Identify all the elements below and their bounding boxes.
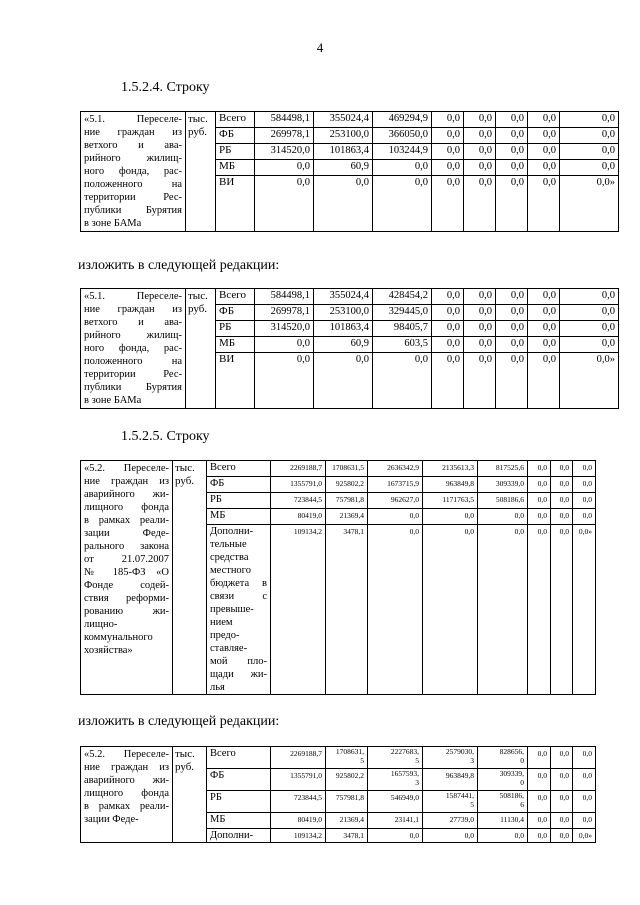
value-cell: 0,0 — [432, 112, 464, 128]
value-cell: 0,0 — [528, 321, 560, 337]
value-cell: 0,0 — [496, 176, 528, 232]
value-cell: 269978,1 — [255, 305, 314, 321]
value-cell: 0,0 — [496, 337, 528, 353]
value-cell: 0,0 — [496, 160, 528, 176]
unit-label: тыс. — [175, 748, 195, 760]
value-cell: 0,0 — [255, 176, 314, 232]
value-cell: 80419,0 — [271, 509, 326, 525]
value-cell: 723844,5 — [271, 493, 326, 509]
value-cell: 109134,2 — [271, 525, 326, 695]
description-line: территории Рес- — [84, 369, 182, 380]
value-cell: 0,0 — [560, 160, 619, 176]
value-cell: 109134,2 — [271, 829, 326, 843]
value-cell: 0,0 — [560, 289, 619, 305]
value-cell: 0,0 — [432, 160, 464, 176]
unit-label: тыс. — [175, 462, 195, 474]
description-line: публики Бурятия — [84, 205, 182, 216]
value-cell: 0,0 — [528, 829, 551, 843]
description-line: от 21.07.2007 — [84, 554, 169, 565]
value-cell — [478, 791, 528, 813]
heading-1-5-2-5: 1.5.2.5. Строку — [121, 429, 210, 444]
value-cell: 0,0 — [478, 509, 528, 525]
value-cell: 0,0 — [528, 176, 560, 232]
value-cell: 0,0 — [496, 305, 528, 321]
description-line: «5.2. Переселе- — [84, 749, 169, 760]
description-line: рованию жи- — [84, 606, 169, 617]
description-line: зации Феде- — [84, 528, 169, 539]
value-cell: 0,0 — [432, 144, 464, 160]
value-cell: 0,0 — [528, 813, 551, 829]
table-row-5-2-old — [80, 460, 596, 695]
value-cell: 0,0 — [464, 353, 496, 409]
replace-text-1: изложить в следующей редакции: — [78, 258, 280, 273]
value-cell: 723844,5 — [271, 791, 326, 813]
value-cell: 0,0 — [528, 128, 560, 144]
value-cell: 0,0 — [432, 337, 464, 353]
value-cell: 98405,7 — [373, 321, 432, 337]
table-row — [81, 461, 596, 477]
description-line: в зоне БАМа — [84, 395, 142, 406]
description-line: ствия реформи- — [84, 593, 169, 604]
value-cell: 0,0 — [551, 769, 573, 791]
source-cell: ВИ — [216, 176, 255, 232]
value-cell: 0,0 — [573, 461, 596, 477]
value-cell: 0,0» — [573, 829, 596, 843]
value-cell — [423, 747, 478, 769]
value-cell: 355024,4 — [314, 112, 373, 128]
description-line: лищного фонда — [84, 502, 169, 513]
source-cell: РБ — [216, 321, 255, 337]
value-cell: 0,0 — [528, 477, 551, 493]
source-cell: ФБ — [216, 128, 255, 144]
value-cell: 963849,8 — [423, 477, 478, 493]
value-part: 309339, — [499, 769, 524, 778]
value-cell: 0,0 — [573, 477, 596, 493]
value-cell: 2135613,3 — [423, 461, 478, 477]
source-cell: МБ — [207, 509, 271, 525]
value-cell: 0,0 — [528, 509, 551, 525]
value-cell: 0,0 — [373, 160, 432, 176]
value-cell: 0,0 — [551, 813, 573, 829]
value-cell: 925802,2 — [326, 477, 368, 493]
value-cell: 0,0 — [432, 353, 464, 409]
value-cell: 0,0 — [528, 493, 551, 509]
source-line: местного — [210, 565, 251, 576]
value-cell: 584498,1 — [255, 112, 314, 128]
value-cell: 603,5 — [373, 337, 432, 353]
description-line: в зоне БАМа — [84, 218, 142, 229]
value-part: 2579030, — [445, 747, 474, 756]
value-cell: 0,0 — [560, 337, 619, 353]
value-cell: 0,0 — [496, 128, 528, 144]
source-line: предо- — [210, 630, 240, 641]
row-description — [81, 112, 186, 232]
value-cell: 757981,8 — [326, 791, 368, 813]
description-line: № 185-ФЗ «О — [84, 567, 169, 578]
value-cell: 366050,0 — [373, 128, 432, 144]
value-cell: 0,0 — [373, 353, 432, 409]
source-cell: МБ — [216, 160, 255, 176]
source-cell: МБ — [207, 813, 271, 829]
description-line: аварийного жи- — [84, 775, 169, 786]
unit-label: руб. — [175, 761, 195, 773]
value-cell: 0,0 — [478, 525, 528, 695]
value-part: 3 — [415, 778, 419, 787]
description-line: ветхого и ава- — [84, 317, 182, 328]
source-line: бюджета в — [210, 578, 267, 589]
value-cell: 2269188,7 — [271, 747, 326, 769]
value-cell: 0,0 — [255, 353, 314, 409]
value-cell: 508186,6 — [478, 493, 528, 509]
source-line: превыше- — [210, 604, 254, 615]
description-line: ного фонда, рас- — [84, 166, 182, 177]
value-cell: 0,0 — [423, 509, 478, 525]
value-cell: 355024,4 — [314, 289, 373, 305]
value-cell: 0,0 — [551, 493, 573, 509]
value-part: 3 — [470, 756, 474, 765]
value-cell: 0,0 — [528, 305, 560, 321]
description-line: «5.1. Переселе- — [84, 291, 182, 302]
value-cell: 0,0 — [314, 176, 373, 232]
value-part: 0 — [520, 756, 524, 765]
value-part: 828656, — [499, 747, 524, 756]
description-line: лищно- — [84, 619, 118, 630]
description-line: ние граждан из — [84, 476, 169, 487]
source-cell: Дополни- — [207, 829, 271, 843]
value-cell: 3478,1 — [326, 525, 368, 695]
unit-label: руб. — [188, 303, 208, 315]
description-line: хозяйства» — [84, 645, 133, 656]
unit-label: руб. — [188, 126, 208, 138]
value-cell: 0,0 — [528, 112, 560, 128]
value-cell — [326, 747, 368, 769]
description-line: коммунального — [84, 632, 153, 643]
description-line: публики Бурятия — [84, 382, 182, 393]
description-line: «5.2. Переселе- — [84, 463, 169, 474]
description-line: «5.1. Переселе- — [84, 114, 182, 125]
source-cell: Всего — [216, 289, 255, 305]
source-line: лья — [210, 682, 225, 693]
description-line: ние граждан из — [84, 304, 182, 315]
description-line: лищного фонда — [84, 788, 169, 799]
page-number: 4 — [316, 40, 324, 55]
value-cell: 21369,4 — [326, 813, 368, 829]
value-cell: 0,0 — [528, 337, 560, 353]
source-cell — [207, 525, 271, 695]
source-cell: МБ — [216, 337, 255, 353]
source-line: нием — [210, 617, 233, 628]
value-part: 6 — [520, 800, 524, 809]
description-line: ветхого и ава- — [84, 140, 182, 151]
value-part: 5 — [415, 756, 419, 765]
value-cell: 269978,1 — [255, 128, 314, 144]
value-cell: 0,0 — [314, 353, 373, 409]
value-cell — [423, 791, 478, 813]
value-cell: 0,0 — [368, 829, 423, 843]
value-cell: 3478,1 — [326, 829, 368, 843]
value-cell — [478, 769, 528, 791]
value-cell — [368, 747, 423, 769]
value-cell: 0,0 — [573, 791, 596, 813]
value-cell: 0,0 — [432, 128, 464, 144]
value-cell: 0,0» — [560, 176, 619, 232]
description-line: Фонде содей- — [84, 580, 169, 591]
value-cell: 0,0» — [573, 525, 596, 695]
source-cell: Всего — [207, 747, 271, 769]
value-part: 1708631, — [335, 747, 364, 756]
unit-cell — [186, 112, 216, 232]
value-cell: 0,0 — [255, 337, 314, 353]
value-cell: 101863,4 — [314, 321, 373, 337]
unit-label: руб. — [175, 475, 195, 487]
value-cell: 309339,0 — [478, 477, 528, 493]
source-line: мой пло- — [210, 656, 267, 667]
value-cell: 0,0 — [496, 321, 528, 337]
value-cell: 0,0 — [560, 321, 619, 337]
value-cell: 21369,4 — [326, 509, 368, 525]
value-cell: 0,0 — [255, 160, 314, 176]
value-cell: 817525,6 — [478, 461, 528, 477]
table-row-5-1-new — [80, 288, 619, 409]
table-row — [81, 289, 619, 305]
value-cell: 0,0 — [528, 769, 551, 791]
value-cell — [368, 769, 423, 791]
value-cell: 757981,8 — [326, 493, 368, 509]
description-line: положенного на — [84, 356, 182, 367]
description-line: рального закона — [84, 541, 169, 552]
value-cell: 0,0 — [528, 144, 560, 160]
table-row — [81, 112, 619, 128]
value-cell: 1355791,0 — [271, 769, 326, 791]
value-cell: 11130,4 — [478, 813, 528, 829]
source-line: тельные — [210, 539, 247, 550]
value-cell: 428454,2 — [373, 289, 432, 305]
value-cell: 2636342,9 — [368, 461, 423, 477]
row-description — [81, 461, 173, 695]
value-cell: 0,0 — [464, 144, 496, 160]
value-cell: 0,0 — [551, 509, 573, 525]
table-row — [81, 747, 596, 769]
description-line: территории Рес- — [84, 192, 182, 203]
value-cell: 962627,0 — [368, 493, 423, 509]
value-cell: 1708631,5 — [326, 461, 368, 477]
row-description — [81, 289, 186, 409]
value-cell: 0,0 — [551, 525, 573, 695]
value-cell: 925802,2 — [326, 769, 368, 791]
value-cell: 0,0 — [560, 128, 619, 144]
source-cell: Всего — [216, 112, 255, 128]
value-cell: 546949,0 — [368, 791, 423, 813]
source-line: щади жи- — [210, 669, 267, 680]
value-part: 1657593, — [390, 769, 419, 778]
description-line: рийного жилищ- — [84, 330, 182, 341]
value-cell: 0,0 — [551, 747, 573, 769]
value-cell: 0,0 — [432, 176, 464, 232]
source-cell: ФБ — [207, 477, 271, 493]
source-cell: ФБ — [216, 305, 255, 321]
value-cell: 1171763,5 — [423, 493, 478, 509]
value-cell: 0,0 — [368, 509, 423, 525]
value-cell: 101863,4 — [314, 144, 373, 160]
source-cell: Всего — [207, 461, 271, 477]
value-cell: 0,0 — [528, 289, 560, 305]
value-cell: 0,0 — [496, 289, 528, 305]
value-cell: 963849,8 — [423, 769, 478, 791]
value-cell: 0,0 — [573, 769, 596, 791]
value-cell: 0,0 — [528, 461, 551, 477]
value-cell: 0,0 — [464, 321, 496, 337]
source-line: связи с — [210, 591, 267, 602]
source-line: ставляе- — [210, 643, 248, 654]
value-cell: 0,0 — [373, 176, 432, 232]
value-part: 2227683, — [390, 747, 419, 756]
source-cell: ФБ — [207, 769, 271, 791]
value-cell: 0,0 — [551, 477, 573, 493]
value-cell: 0,0 — [464, 305, 496, 321]
value-cell: 0,0 — [464, 128, 496, 144]
value-cell: 0,0 — [496, 353, 528, 409]
value-cell: 0,0 — [432, 321, 464, 337]
source-line: средства — [210, 552, 249, 563]
value-cell: 0,0 — [573, 493, 596, 509]
source-cell: РБ — [207, 493, 271, 509]
description-line: в рамках реали- — [84, 515, 169, 526]
value-cell: 0,0 — [423, 829, 478, 843]
source-cell: РБ — [207, 791, 271, 813]
row-description — [81, 747, 173, 843]
value-cell: 0,0 — [528, 160, 560, 176]
value-cell: 584498,1 — [255, 289, 314, 305]
unit-cell — [186, 289, 216, 409]
value-cell: 0,0 — [528, 747, 551, 769]
value-cell: 60,9 — [314, 337, 373, 353]
value-part: 1587441, — [445, 791, 474, 800]
value-cell: 0,0 — [551, 791, 573, 813]
value-cell: 0,0 — [496, 144, 528, 160]
value-cell: 0,0» — [560, 353, 619, 409]
value-cell: 0,0 — [464, 337, 496, 353]
value-part: 5 — [360, 756, 364, 765]
value-cell: 0,0 — [551, 461, 573, 477]
value-cell: 0,0 — [368, 525, 423, 695]
value-cell: 27739,0 — [423, 813, 478, 829]
value-cell: 253100,0 — [314, 128, 373, 144]
value-cell: 314520,0 — [255, 144, 314, 160]
table-row-5-1-old — [80, 111, 619, 232]
value-cell: 329445,0 — [373, 305, 432, 321]
value-cell: 1673715,9 — [368, 477, 423, 493]
table-row-5-2-new — [80, 746, 596, 843]
value-cell: 0,0 — [560, 144, 619, 160]
description-line: зации Феде- — [84, 814, 139, 825]
value-cell: 0,0 — [432, 305, 464, 321]
description-line: в рамках реали- — [84, 801, 169, 812]
value-cell: 0,0 — [573, 747, 596, 769]
unit-label: тыс. — [188, 290, 208, 302]
description-line: ние граждан из — [84, 762, 169, 773]
unit-cell — [173, 747, 207, 843]
value-cell: 1355791,0 — [271, 477, 326, 493]
value-cell: 0,0 — [478, 829, 528, 843]
value-cell: 0,0 — [560, 112, 619, 128]
value-cell: 0,0 — [573, 813, 596, 829]
value-cell: 0,0 — [551, 829, 573, 843]
value-cell: 253100,0 — [314, 305, 373, 321]
value-cell: 23141,1 — [368, 813, 423, 829]
description-line: рийного жилищ- — [84, 153, 182, 164]
value-cell: 0,0 — [464, 289, 496, 305]
value-cell: 2269188,7 — [271, 461, 326, 477]
value-cell: 103244,9 — [373, 144, 432, 160]
value-cell: 60,9 — [314, 160, 373, 176]
unit-label: тыс. — [188, 113, 208, 125]
value-cell: 0,0 — [573, 509, 596, 525]
value-cell: 0,0 — [528, 525, 551, 695]
value-part: 508186, — [499, 791, 524, 800]
value-part: 5 — [470, 800, 474, 809]
value-cell: 0,0 — [560, 305, 619, 321]
unit-cell — [173, 461, 207, 695]
value-cell: 0,0 — [464, 160, 496, 176]
value-cell: 80419,0 — [271, 813, 326, 829]
description-line: аварийного жи- — [84, 489, 169, 500]
value-cell: 0,0 — [528, 791, 551, 813]
value-cell — [478, 747, 528, 769]
description-line: ного фонда, рас- — [84, 343, 182, 354]
heading-1-5-2-4: 1.5.2.4. Строку — [121, 80, 210, 95]
source-line: Дополни- — [210, 526, 254, 537]
description-line: ние граждан из — [84, 127, 182, 138]
value-cell: 0,0 — [423, 525, 478, 695]
value-cell: 0,0 — [432, 289, 464, 305]
source-cell: ВИ — [216, 353, 255, 409]
source-cell: РБ — [216, 144, 255, 160]
value-cell: 0,0 — [464, 112, 496, 128]
value-part: 0 — [520, 778, 524, 787]
value-cell: 469294,9 — [373, 112, 432, 128]
value-cell: 0,0 — [464, 176, 496, 232]
value-cell: 0,0 — [528, 353, 560, 409]
description-line: положенного на — [84, 179, 182, 190]
value-cell: 0,0 — [496, 112, 528, 128]
value-cell: 314520,0 — [255, 321, 314, 337]
replace-text-2: изложить в следующей редакции: — [78, 714, 280, 729]
